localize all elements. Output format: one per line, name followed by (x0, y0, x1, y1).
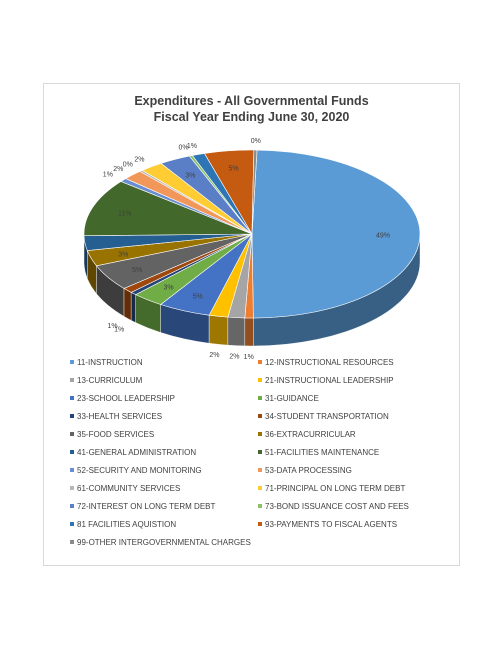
legend-swatch (70, 540, 74, 544)
chart-title-line-1: Expenditures - All Governmental Funds (134, 94, 369, 108)
legend-label: 72-INTEREST ON LONG TERM DEBT (77, 502, 216, 511)
pie-chart (44, 84, 461, 362)
legend-swatch (258, 360, 262, 364)
pie-data-label-14: 0% (122, 161, 133, 169)
pie-side-1 (245, 318, 254, 346)
legend-swatch (70, 468, 74, 472)
legend-swatch (258, 450, 262, 454)
legend-swatch (70, 522, 74, 526)
pie-data-label-4: 5% (192, 293, 203, 301)
legend-item (258, 412, 389, 421)
legend-label: 93-PAYMENTS TO FISCAL AGENTS (265, 520, 398, 529)
legend-item (70, 520, 176, 529)
pie-data-label-12: 1% (102, 171, 113, 179)
legend-label: 13-CURRICULUM (77, 376, 143, 385)
legend-swatch (258, 504, 262, 508)
pie-data-label-1: 1% (243, 354, 254, 362)
pie-data-label-18: 1% (186, 142, 198, 150)
legend-swatch (70, 432, 74, 436)
legend-item (258, 376, 394, 385)
legend-swatch (70, 378, 74, 382)
legend-label: 31-GUIDANCE (265, 394, 319, 403)
legend-item (70, 538, 251, 547)
legend-label: 33-HEALTH SERVICES (77, 412, 163, 421)
legend-item (258, 448, 379, 457)
pie-data-label-11: 11% (118, 210, 132, 218)
legend-item (70, 358, 143, 367)
legend-label: 52-SECURITY AND MONITORING (77, 466, 202, 475)
pie-data-label-15: 2% (134, 156, 145, 164)
legend-item (258, 430, 356, 439)
legend-swatch (70, 360, 74, 364)
pie-data-label-3: 2% (209, 352, 220, 360)
legend-swatch (70, 396, 74, 400)
legend-item (258, 502, 409, 511)
pie-data-label-13: 2% (113, 165, 124, 173)
legend-swatch (258, 486, 262, 490)
legend-label: 35-FOOD SERVICES (77, 430, 155, 439)
legend-label: 41-GENERAL ADMINISTRATION (77, 448, 197, 457)
legend-swatch (258, 414, 262, 418)
legend-item (258, 466, 352, 475)
legend-label: 36-EXTRACURRICULAR (265, 430, 356, 439)
pie-side-7 (124, 288, 131, 320)
legend-label: 81 FACILITIES AQUISTION (77, 520, 177, 529)
pie-data-label-16: 3% (185, 172, 196, 180)
pie-side-2 (228, 317, 245, 346)
legend-item (70, 466, 202, 475)
legend-item (258, 484, 405, 493)
pie-side-3 (209, 315, 228, 345)
legend-swatch (258, 396, 262, 400)
pie-data-label-0: 49% (376, 232, 391, 240)
legend-item (258, 358, 394, 367)
legend-label: 53-DATA PROCESSING (265, 466, 352, 475)
legend-label: 51-FACILITIES MAINTENANCE (265, 448, 380, 457)
legend-swatch (70, 504, 74, 508)
legend-swatch (258, 468, 262, 472)
legend-swatch (70, 414, 74, 418)
pie-data-label-19: 5% (228, 165, 239, 173)
pie-data-label-20: 0% (250, 137, 261, 145)
legend-label: 99-OTHER INTERGOVERNMENTAL CHARGES (77, 538, 251, 547)
legend-swatch (258, 378, 262, 382)
legend-label: 21-INSTRUCTIONAL LEADERSHIP (265, 376, 394, 385)
legend-swatch (258, 432, 262, 436)
pie-data-label-8: 5% (132, 266, 143, 274)
legend-label: 12-INSTRUCTIONAL RESOURCES (265, 358, 394, 367)
legend-item (70, 412, 162, 421)
pie-side-6 (131, 292, 136, 322)
legend-label: 23-SCHOOL LEADERSHIP (77, 394, 175, 403)
chart-frame (43, 83, 460, 566)
legend-label: 11-INSTRUCTION (77, 358, 143, 367)
legend-label: 34-STUDENT TRANSPORTATION (265, 412, 389, 421)
pie-data-label-2: 2% (229, 353, 240, 361)
pie-data-label-5: 3% (163, 284, 174, 292)
legend-label: 71-PRINCIPAL ON LONG TERM DEBT (265, 484, 406, 493)
legend-item (258, 520, 397, 529)
legend-item (70, 394, 175, 403)
legend-item (258, 394, 319, 403)
legend-label: 61-COMMUNITY SERVICES (77, 484, 181, 493)
legend-swatch (70, 486, 74, 490)
legend-item (70, 502, 215, 511)
legend-label: 73-BOND ISSUANCE COST AND FEES (265, 502, 409, 511)
pie-data-label-7: 1% (107, 323, 118, 331)
legend-swatch (258, 522, 262, 526)
legend-item (70, 430, 154, 439)
pie-data-label-17: 0% (178, 144, 189, 152)
chart-title-line-2: Fiscal Year Ending June 30, 2020 (153, 110, 350, 124)
pie-data-label-9: 3% (118, 251, 129, 259)
legend-item (70, 484, 180, 493)
pie-data-label-6: 1% (114, 326, 125, 334)
legend-item (70, 448, 196, 457)
legend-item (70, 376, 142, 385)
legend-swatch (70, 450, 74, 454)
